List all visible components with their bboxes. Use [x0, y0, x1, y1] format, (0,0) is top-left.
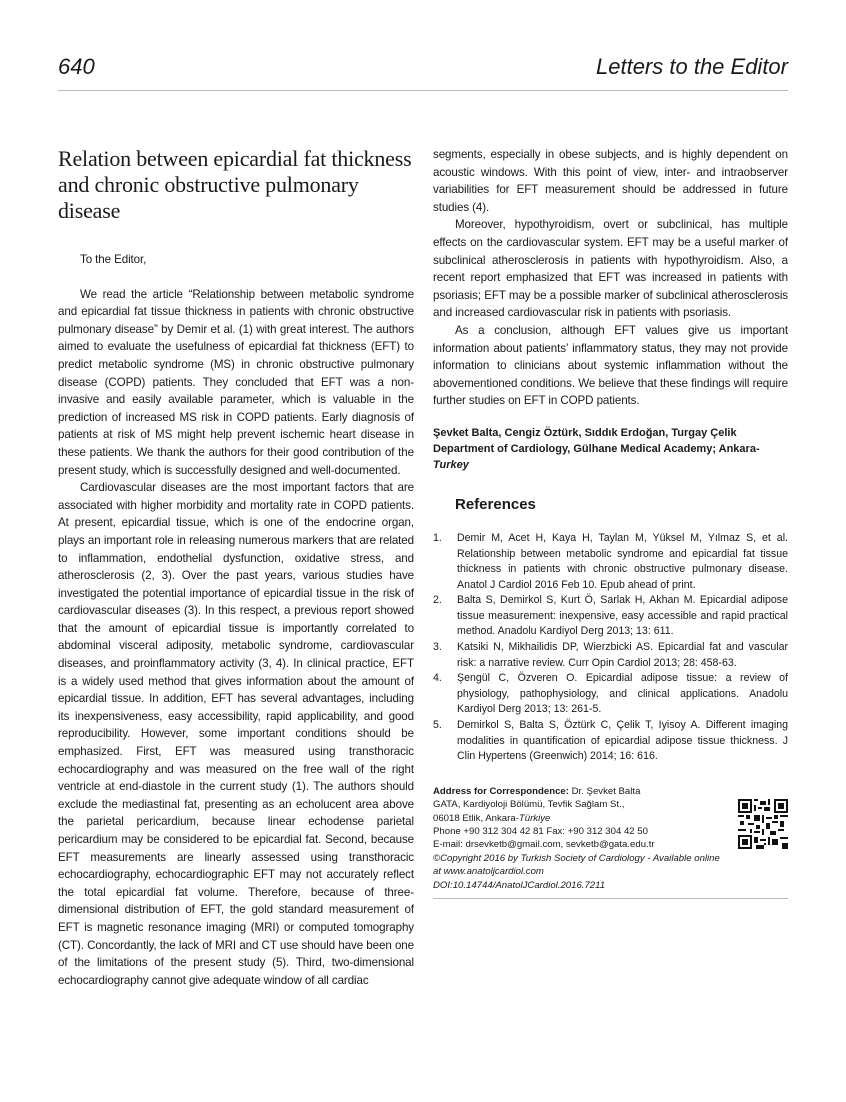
author-affiliation: Department of Cardiology, Gülhane Medical Academy; Ankara-: [433, 442, 760, 455]
body-paragraph: As a conclusion, although EFT values give us important information about patients’ inflammatory status, they may not provide information to clinicians about systemic inflammation without the abovementioned conditions. We believe that these findings will require further studies on EFT in COPD patients.: [433, 323, 788, 408]
correspondence-block: [433, 785, 788, 899]
correspondence-country: Türkiye: [518, 812, 551, 824]
correspondence-city: 06018 Etlik, Ankara-: [433, 812, 519, 824]
section-title: Letters to the Editor: [596, 54, 788, 79]
correspondence-email[interactable]: E-mail: drsevketb@gmail.com, sevketb@gata.edu.tr: [433, 839, 655, 851]
left-column: [58, 146, 414, 989]
body-paragraph: We read the article “Relationship between metabolic syndrome and epicardial fat tissue thickness in patients with chronic obstructive pulmonary disease” by Demir et al. (1) with great interest. The authors aimed to evaluate the usefulness of epicardial fat thickness (EFT) to predict metabolic syndrome (MS) in chronic obstructive pulmonary disease (COPD) patients. They concluded that EFT was a non-invasive and easily available parameter, which is valuable in the prediction of increased MS risk in COPD patients. Early diagnosis of patients at risk of MS might help prevent ischemic heart disease in these patients. We thank the authors for their good contribution of the present study, which is successfully designed and well-documented.: [58, 287, 414, 477]
salutation: To the Editor,: [80, 253, 147, 266]
reference-text: Katsiki N, Mikhailidis DP, Wierzbicki AS. Epicardial fat and vascular risk: a narrative review. Curr Opin Cardiol 2013; 28: 458-63.: [457, 641, 788, 669]
reference-text: Demirkol S, Balta S, Öztürk C, Çelik T, Iyisoy A. Different imaging modalities in quantification of epicardial adipose tissue thickness. J Clin Hypertens (Greenwich) 2014; 16: 616.: [457, 719, 788, 763]
reference-number: 4.: [433, 672, 442, 685]
reference-item: [433, 593, 788, 640]
qr-code-icon: [738, 799, 788, 849]
correspondence-name: Dr. Şevket Balta: [568, 785, 641, 797]
references-heading: References: [455, 495, 536, 513]
page-number: 640: [58, 54, 95, 79]
correspondence-address: GATA, Kardiyoloji Bölümü, Tevfik Sağlam St.,: [433, 799, 625, 811]
body-paragraph: Moreover, hypothyroidism, overt or subclinical, has multiple effects on the cardiovascular system. EFT may be a useful marker of subclinical atherosclerosis in patients with hypothyroidism. Also, a recent report emphasized that EFT was increased in patients with psoriasis; EFT may be a possible marker of subclinical atherosclerosis and increased cardiovascular risk in patients with psoriasis.: [433, 218, 788, 320]
reference-text: Şengül C, Özveren O. Epicardial adipose tissue: a review of physiology, pathophysiology, and clinical applications. Anadolu Kardiyol Derg 2013; 13: 261-5.: [457, 672, 788, 716]
correspondence-label: Address for Correspondence:: [433, 785, 569, 797]
body-paragraph: Cardiovascular diseases are the most important factors that are associated with higher morbidity and mortality rate in COPD patients. At present, epicardial tissue, which is one of the endocrine organ, plays an important role in releasing numerous markers that are related to inflammation, endothelial dysfunction, oxidative stress, and atherosclerosis (2, 3). Over the past years, various studies have investigated the potential importance of epicardial tissue in the risk of cardiovascular diseases (3). In this respect, a previous report showed that the amount of epicardial tissue is importantly correlated to abdominal visceral adiposity, metabolic syndrome, cardiovascular diseases, and proinflammatory activity (3, 4). In clinical practice, EFT is a widely used method that gives information about the amount of epicardial tissue. In addition, EFT has several advantages, including its inexpensiveness, easy accessibility, rapid applicability, and good reproducibility. However, some important conditions should be emphasized. First, EFT was measured using transthoracic echocardiography and was measured on the free wall of the right ventricle at end-diastole in the current study (1). The authors should exclude the mediastinal fat, presenting as an echolucent area above the parietal pericardium, because linear echodense parietal pericardium may be considered to be epicardial fat. Second, because EFT measurements are linearly assessed using transthoracic echocardiography, echocardiographic EFT may not accurately reflect the total epicardial fat volume. Therefore, because of three-dimensional distribution of EFT, the gold standard measurement of EFT is magnetic resonance imaging (MRI) or computed tomography (CT). Concordantly, the lack of MRI and CT use should have been one of the limitations of the present study (5). Third, two-dimensional echocardiography cannot give adequate window of all cardiac: [58, 481, 414, 987]
reference-list: [433, 531, 788, 765]
reference-number: 2.: [433, 594, 442, 607]
body-paragraph: segments, especially in obese subjects, and is highly dependent on acoustic windows. With this point of view, inter- and intraobserver variabilities for EFT measurement should be addressed in future studies (4).: [433, 148, 788, 214]
header-divider: [58, 90, 788, 91]
reference-number: 5.: [433, 719, 442, 732]
article-title: Relation between epicardial fat thickness and chronic obstructive pulmonary disease: [58, 146, 412, 223]
copyright-notice: ©Copyright 2016 by Turkish Society of Cardiology - Available online: [433, 852, 720, 864]
reference-number: 3.: [433, 641, 442, 654]
author-names: Şevket Balta, Cengiz Öztürk, Sıddık Erdoğan, Turgay Çelik: [433, 426, 737, 439]
reference-text: Demir M, Acet H, Kaya H, Taylan M, Yüksel M, Yılmaz S, et al. Relationship between metabolic syndrome and epicardial fat tissue thickness in patients with chronic obstructive pulmonary disease. Anatol J Cardiol 2016 Feb 10. Epub ahead of print.: [457, 531, 788, 591]
reference-item: [433, 531, 788, 593]
author-block: [433, 425, 788, 473]
journal-website[interactable]: at www.anatoljcardiol.com: [433, 866, 544, 878]
reference-item: [433, 640, 788, 671]
correspondence-divider: [433, 898, 788, 899]
reference-item: [433, 718, 788, 765]
correspondence-phone: Phone +90 312 304 42 81 Fax: +90 312 304 42 50: [433, 826, 648, 838]
author-affiliation-country: Turkey: [433, 458, 469, 471]
reference-item: [433, 671, 788, 718]
doi[interactable]: DOI:10.14744/AnatolJCardiol.2016.7211: [433, 879, 606, 891]
reference-text: Balta S, Demirkol S, Kurt Ö, Sarlak H, Akhan M. Epicardial adipose tissue measurement: inexpensive, easy accessible and rapid practical method. Anadolu Kardiyol Derg 2013; 13: 611.: [457, 594, 788, 638]
right-column: [433, 146, 788, 899]
reference-number: 1.: [433, 531, 442, 544]
